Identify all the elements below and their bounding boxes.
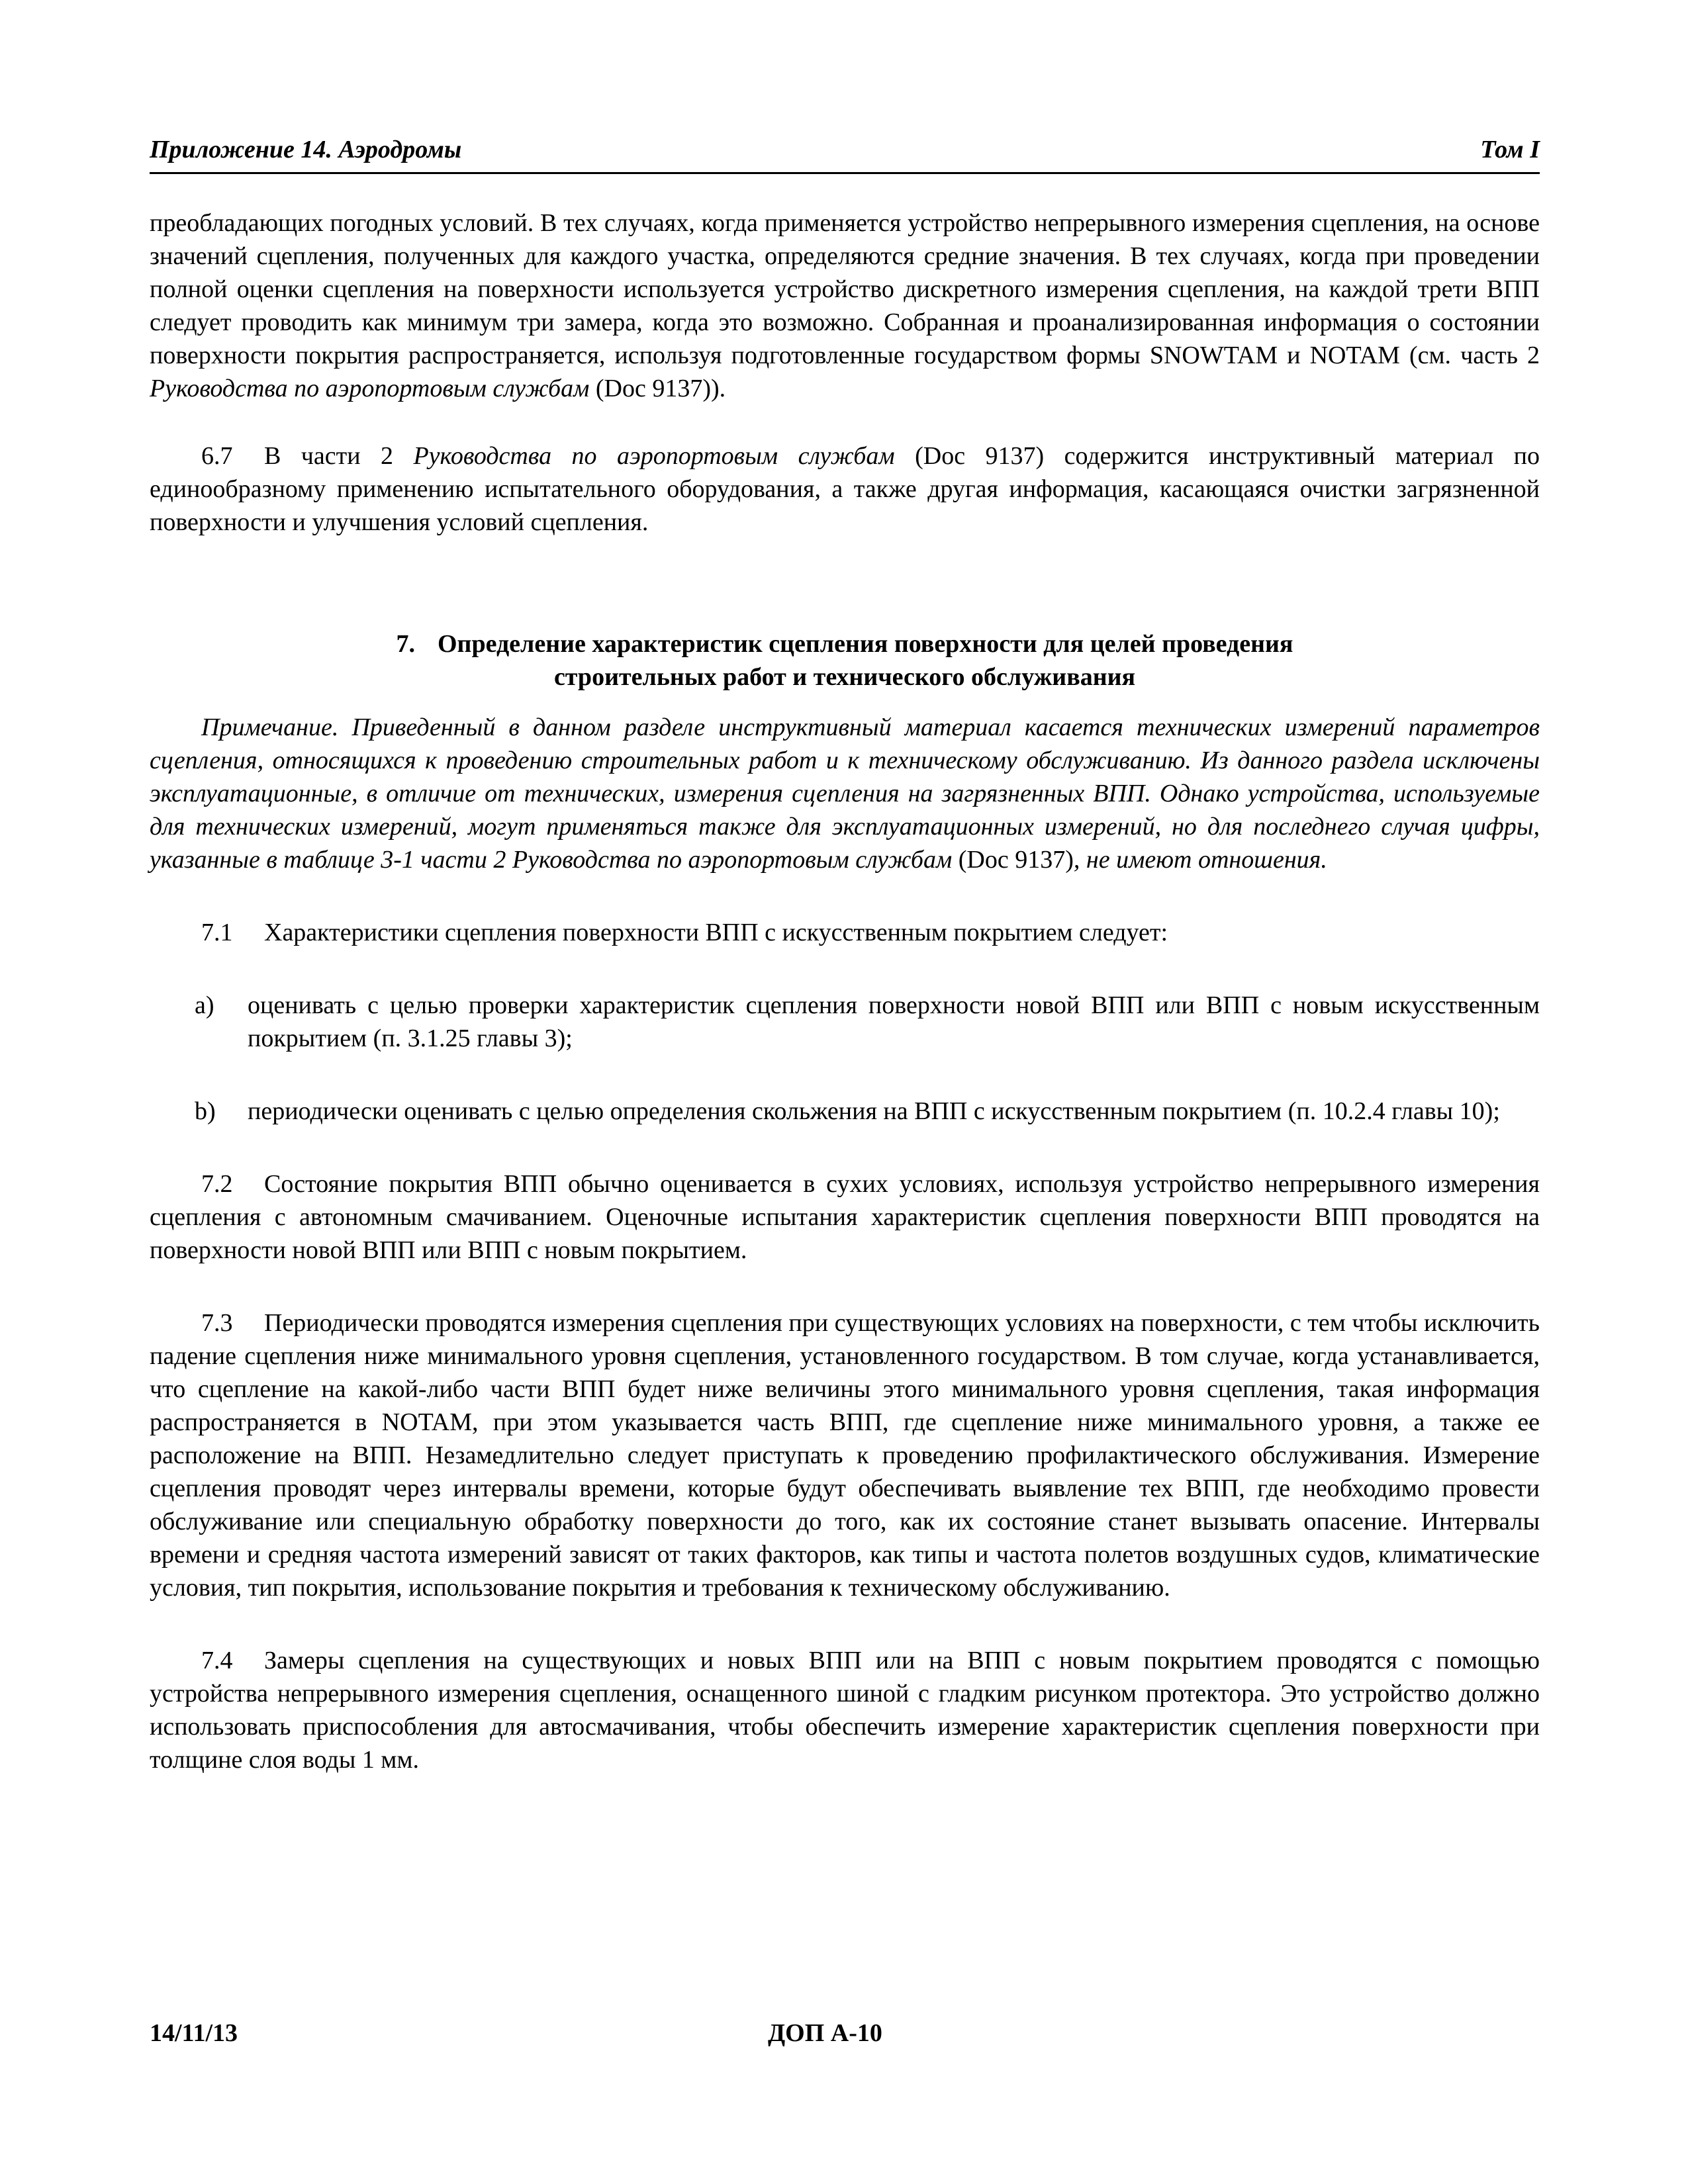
note-paragraph	[150, 711, 1540, 876]
list-item-text: периодически оценивать с целью определения скольжения на ВПП с искусственным покрытием (п. 10.2.4 главы 10);	[248, 1097, 1500, 1125]
paragraph-number: 7.3	[201, 1309, 233, 1337]
list-marker: b)	[195, 1097, 216, 1125]
section-heading-line-1	[150, 627, 1540, 660]
paragraph-text: Состояние покрытия ВПП обычно оценивается в сухих условиях, используя устройство непрерывного измерения сцепления с автономным смачиванием. Оценочные испытания характеристик сцепления поверхности ВПП проводятся на поверхности новой ВПП или ВПП с новым покрытием.	[150, 1170, 1540, 1264]
intro-ref-title: Руководства по аэропортовым службам	[150, 375, 590, 402]
paragraph-7-3	[150, 1306, 1540, 1604]
paragraph-text: В части 2	[264, 442, 414, 470]
paragraph-7-4	[150, 1644, 1540, 1776]
paragraph-text: Замеры сцепления на существующих и новых ВПП или на ВПП с новым покрытием проводятся с помощью устройства непрерывного измерения сцепления, оснащенного шиной с гладким рисунком протектора. Это устройство должно использовать приспособления для автосмачивания, чтобы обеспечить измерение характеристик сцепления поверхности при толщине слоя воды 1 мм.	[150, 1647, 1540, 1774]
paragraph-number: 7.4	[201, 1647, 233, 1674]
paragraph-7-1	[150, 916, 1540, 949]
header-document-title: Приложение 14. Аэродромы	[150, 136, 462, 163]
paragraph-text: Характеристики сцепления поверхности ВПП с искусственным покрытием следует:	[264, 919, 1168, 946]
list-marker: a)	[195, 991, 214, 1019]
paragraph-text-tail: (Doc 9137) содержится инструктивный материал по единообразному применению испытательного оборудования, а также другая информация, касающаяся очистки загрязненной поверхности и улучшения условий сцепления.	[150, 442, 1540, 536]
intro-paragraph	[150, 206, 1540, 405]
section-number: 7.	[396, 630, 415, 658]
paragraph-number: 6.7	[201, 442, 233, 470]
section-title-2: строительных работ и технического обслуживания	[553, 663, 1136, 691]
section-title-1: Определение характеристик сцепления поверхности для целей проведения	[438, 630, 1293, 658]
page-body	[150, 206, 1540, 1776]
list-item-text: оценивать с целью проверки характеристик сцепления поверхности новой ВПП или ВПП с новым искусственным покрытием (п. 3.1.25 главы 3);	[248, 991, 1540, 1052]
note-doc-ref: (Doc 9137)	[958, 846, 1074, 874]
section-heading	[150, 627, 1540, 694]
header-volume: Том I	[1480, 136, 1540, 163]
note-text: Примечание. Приведенный в данном разделе инструктивный материал касается технических измерений параметров сцепления, относящихся к проведению строительных работ и к техническому обслуживанию. Из данного раздела исключены эксплуатационные, в отличие от технических, измерения сцепления на загрязненных ВПП. Однако устройства, используемые для технических измерений, могут применяться также для эксплуатационных измерений, но для последнего случая цифры, указанные в таблице 3-1 части 2 Руководства по аэропортовым службам	[150, 713, 1540, 874]
footer-page-number: ДОП А-10	[768, 2019, 882, 2047]
paragraph-number: 7.1	[201, 919, 233, 946]
intro-ref-tail: (Doc 9137)).	[589, 375, 726, 402]
paragraph-number: 7.2	[201, 1170, 233, 1198]
footer-date: 14/11/13	[150, 2019, 238, 2047]
intro-text: преобладающих погодных условий. В тех случаях, когда применяется устройство непрерывного измерения сцепления, на основе значений сцепления, полученных для каждого участка, определяются средние значения. В тех случаях, когда при проведении полной оценки сцепления на поверхности используется устройство дискретного измерения сцепления, на каждой трети ВПП следует проводить как минимум три замера, когда это возможно. Собранная и проанализированная информация о состоянии поверхности покрытия распространяется, используя подготовленные государством формы SNOWTAM и NOTAM (см. часть 2	[150, 209, 1540, 369]
paragraph-text: Периодически проводятся измерения сцепления при существующих условиях на поверхности, с тем чтобы исключить падение сцепления ниже минимального уровня сцепления, установленного государством. В том случае, когда устанавливается, что сцепление на какой-либо части ВПП будет ниже величины этого минимального уровня сцепления, такая информация распространяется в NOTAM, при этом указывается часть ВПП, где сцепление ниже минимального уровня, а также ее расположение на ВПП. Незамедлительно следует приступать к проведению профилактического обслуживания. Измерение сцепления проводят через интервалы времени, которые будут обеспечивать выявление тех ВПП, где необходимо провести обслуживание или специальную обработку поверхности до того, как их состояние станет вызывать опасение. Интервалы времени и средняя частота измерений зависят от таких факторов, как типы и частота полетов воздушных судов, климатические условия, тип покрытия, использование покрытия и требования к техническому обслуживанию.	[150, 1309, 1540, 1602]
paragraph-ref-title: Руководства по аэропортовым службам	[413, 442, 895, 470]
running-header	[150, 132, 1540, 174]
paragraph-7-2	[150, 1167, 1540, 1267]
list-item-b	[150, 1095, 1540, 1128]
paragraph-6-7	[150, 439, 1540, 539]
note-text-tail: , не имеют отношения.	[1073, 846, 1327, 874]
list-item-a	[150, 989, 1540, 1055]
